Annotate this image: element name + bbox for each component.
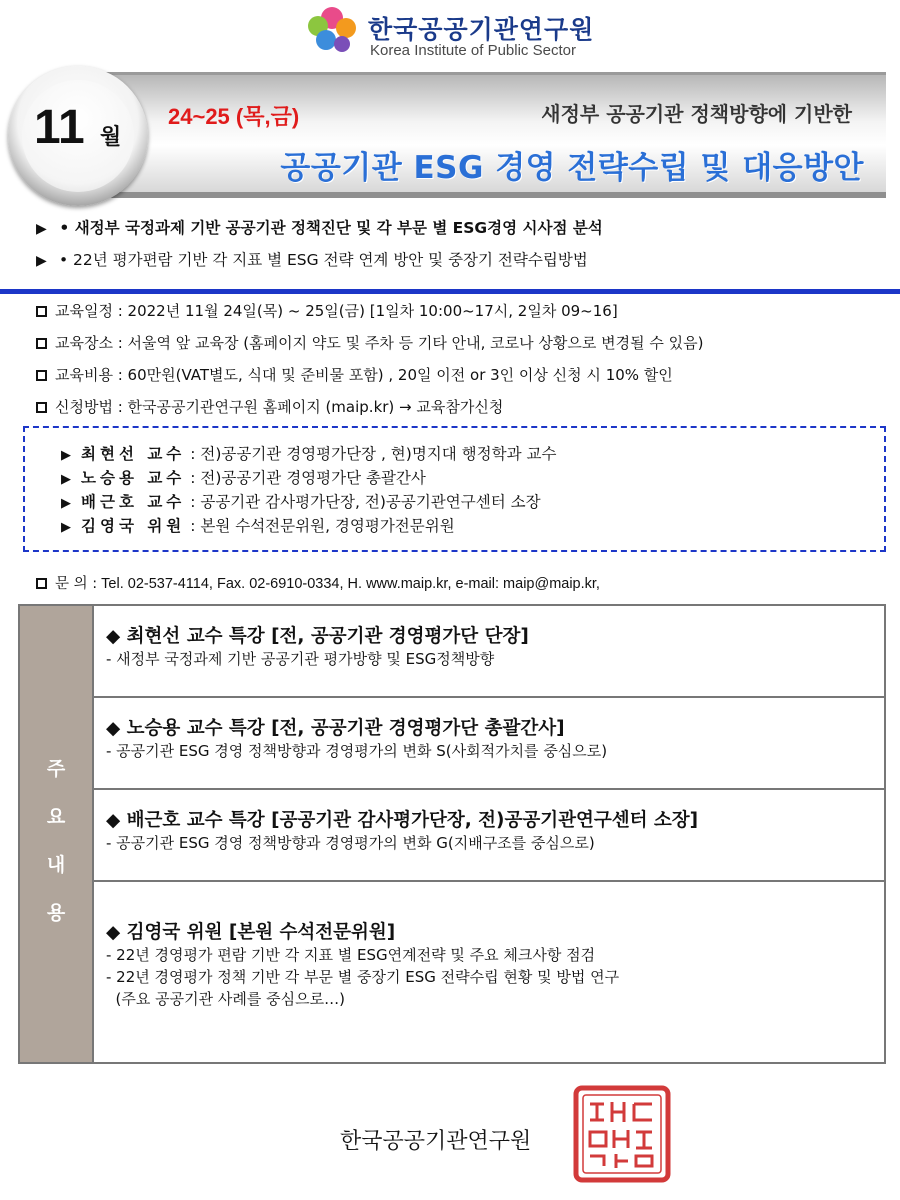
square-bullet-icon — [36, 306, 47, 317]
triangle-right-icon: ▶ — [61, 520, 71, 535]
info-location — [36, 332, 886, 364]
blue-divider — [0, 289, 900, 294]
info-text: 신청방법 : 한국공공기관연구원 홈페이지 (maip.kr) → 교육참가신청 — [55, 398, 504, 416]
triangle-right-icon: ▶ — [36, 221, 47, 237]
month-unit: 월 — [100, 125, 122, 150]
summary-bullet-text: • 새정부 국정과제 기반 공공기관 정책진단 및 각 부문 별 ESG경영 시사점 분석 — [59, 219, 603, 237]
instructor-item — [61, 442, 556, 466]
footer-org-name: 한국공공기관연구원 — [340, 1129, 532, 1154]
month-number: 11 — [34, 101, 85, 154]
contact-text: Tel. 02-537-4114, Fax. 02-6910-0334, H. www.maip.kr, e-mail: maip@maip.kr, — [101, 576, 600, 592]
instructor-item — [61, 490, 556, 514]
org-logo — [300, 4, 620, 60]
content-desc: - 새정부 국정과제 기반 공공기관 평가방향 및 ESG정책방향 — [106, 650, 495, 668]
square-bullet-icon — [36, 578, 47, 589]
instructor-name: 최현선 교수 — [81, 445, 186, 463]
contact-label: 문 의 : — [55, 576, 98, 592]
banner-subtitle: 새정부 공공기관 정책방향에 기반한 — [541, 102, 852, 126]
triangle-right-icon: ▶ — [36, 253, 47, 269]
content-row — [92, 790, 886, 882]
info-fee — [36, 364, 886, 396]
instructor-desc: : 본원 수석전문위원, 경영평가전문위원 — [190, 517, 455, 535]
content-title: ◆ 노승용 교수 특강 [전, 공공기관 경영평가단 총괄간사] — [106, 718, 565, 739]
info-application — [36, 396, 886, 428]
content-desc: - 공공기관 ESG 경영 정책방향과 경영평가의 변화 G(지배구조를 중심으로) — [106, 834, 595, 852]
instructor-desc: : 전)공공기관 경영평가단장 , 현)명지대 행정학과 교수 — [190, 445, 557, 463]
official-seal-icon — [572, 1084, 672, 1184]
contact-info — [36, 572, 600, 593]
content-desc: - 22년 경영평가 편람 기반 각 지표 별 ESG연계전략 및 주요 체크사항 점검 — [106, 946, 596, 964]
side-label-char: 용 — [46, 902, 66, 924]
square-bullet-icon — [36, 402, 47, 413]
banner-date: 24~25 (목,금) — [168, 104, 300, 129]
info-text: 교육일정 : 2022년 11월 24일(목) ~ 25일(금) [1일차 10:00~17시, 2일차 09~16] — [55, 302, 618, 320]
content-row — [92, 882, 886, 1062]
instructor-name: 김영국 위원 — [81, 517, 186, 535]
instructor-list — [61, 442, 556, 538]
side-label-char: 주 — [46, 758, 66, 780]
triangle-right-icon: ▶ — [61, 448, 71, 463]
square-bullet-icon — [36, 370, 47, 381]
org-name: 한국공공기관연구원 — [368, 15, 595, 44]
side-label-column — [20, 606, 92, 1062]
instructor-box — [23, 426, 886, 552]
side-label-char: 내 — [46, 854, 66, 876]
square-bullet-icon — [36, 338, 47, 349]
instructor-desc: : 공공기관 감사평가단장, 전)공공기관연구센터 소장 — [190, 493, 541, 511]
content-title: ◆ 배근호 교수 특강 [공공기관 감사평가단장, 전)공공기관연구센터 소장] — [106, 810, 699, 831]
summary-bullets — [36, 216, 876, 280]
info-schedule — [36, 300, 886, 332]
instructor-item — [61, 514, 556, 538]
summary-bullet — [36, 216, 876, 248]
course-info — [36, 300, 886, 428]
content-title: ◆ 김영국 위원 [본원 수석전문위원] — [106, 922, 396, 943]
triangle-right-icon: ▶ — [61, 472, 71, 487]
org-logo-icon — [300, 4, 360, 60]
info-text: 교육비용 : 60만원(VAT별도, 식대 및 준비물 포함) , 20일 이전 or 3인 이상 신청 시 10% 할인 — [55, 366, 673, 384]
instructor-name: 배근호 교수 — [81, 493, 186, 511]
side-label-char: 요 — [46, 806, 66, 828]
triangle-right-icon: ▶ — [61, 496, 71, 511]
summary-bullet — [36, 248, 876, 280]
summary-bullet-text: • 22년 평가편람 기반 각 지표 별 ESG 전략 연계 방안 및 중장기 전략수립방법 — [58, 251, 588, 269]
content-title: ◆ 최현선 교수 특강 [전, 공공기관 경영평가단 단장] — [106, 626, 529, 647]
instructor-desc: : 전)공공기관 경영평가단 총괄간사 — [190, 469, 426, 487]
info-text: 교육장소 : 서울역 앞 교육장 (홈페이지 약도 및 주차 등 기타 안내, 코로나 상황으로 변경될 수 있음) — [55, 334, 704, 352]
org-name-en: Korea Institute of Public Sector — [370, 42, 576, 59]
instructor-item — [61, 466, 556, 490]
content-desc: - 22년 경영평가 정책 기반 각 부문 별 중장기 ESG 전략수립 현황 및 방법 연구 — [106, 968, 620, 986]
content-desc: (주요 공공기관 사례를 중심으로…) — [106, 990, 345, 1008]
content-row — [92, 606, 886, 698]
content-row — [92, 698, 886, 790]
instructor-name: 노승용 교수 — [81, 469, 186, 487]
banner-title: 공공기관 ESG 경영 전략수립 및 대응방안 — [280, 150, 864, 186]
main-content-table — [18, 604, 886, 1064]
content-desc: - 공공기관 ESG 경영 정책방향과 경영평가의 변화 S(사회적가치를 중심으로) — [106, 742, 608, 760]
